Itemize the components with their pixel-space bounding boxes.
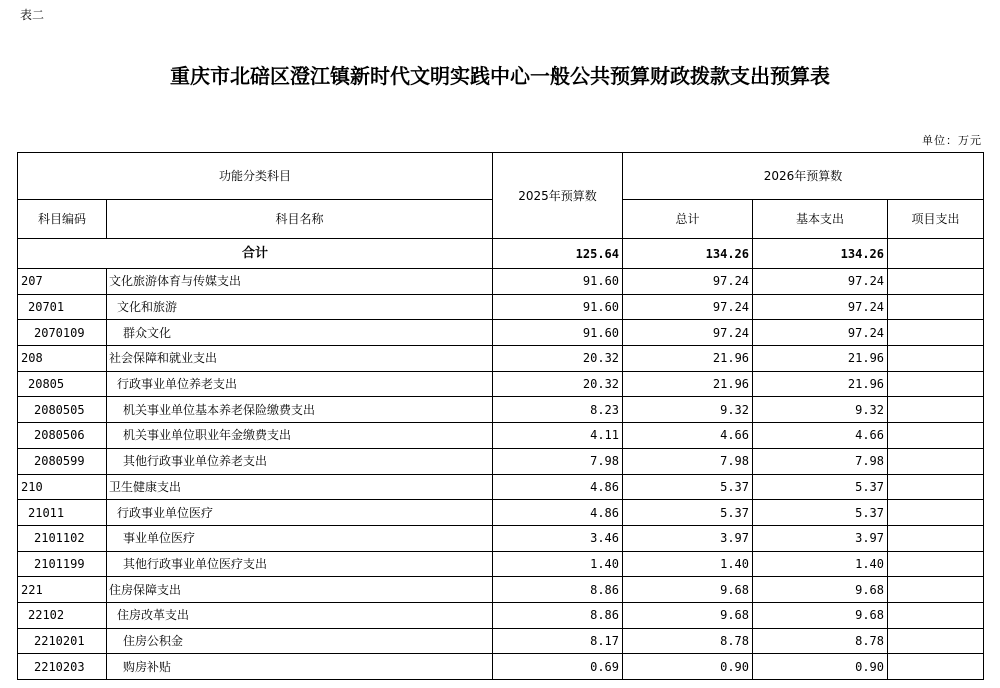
table-row bbox=[18, 628, 984, 654]
budget-2026-total-value: 21.96 bbox=[623, 371, 753, 397]
budget-2025-value: 91.60 bbox=[493, 269, 623, 295]
subject-name: 行政事业单位养老支出 bbox=[107, 371, 493, 397]
table-row bbox=[18, 269, 984, 295]
budget-2025-value: 4.86 bbox=[493, 500, 623, 526]
budget-2026-project-value bbox=[888, 654, 984, 680]
subject-name: 其他行政事业单位医疗支出 bbox=[107, 551, 493, 577]
table-row bbox=[18, 577, 984, 603]
subject-name: 其他行政事业单位养老支出 bbox=[107, 448, 493, 474]
total-label: 合计 bbox=[18, 239, 493, 269]
total-row bbox=[18, 239, 984, 269]
table-row bbox=[18, 294, 984, 320]
subject-code: 22102 bbox=[18, 602, 107, 628]
table-row bbox=[18, 371, 984, 397]
budget-2026-basic-value: 97.24 bbox=[753, 269, 888, 295]
budget-2026-total-value: 3.97 bbox=[623, 525, 753, 551]
subject-name: 事业单位医疗 bbox=[107, 525, 493, 551]
budget-2026-basic-value: 97.24 bbox=[753, 320, 888, 346]
budget-2026-total-value: 8.78 bbox=[623, 628, 753, 654]
budget-2025-value: 4.86 bbox=[493, 474, 623, 500]
table-row bbox=[18, 500, 984, 526]
budget-2026-basic-value: 5.37 bbox=[753, 474, 888, 500]
budget-2025-value: 20.32 bbox=[493, 346, 623, 372]
subject-code: 2101102 bbox=[18, 525, 107, 551]
subject-code: 21011 bbox=[18, 500, 107, 526]
budget-2025-value: 8.86 bbox=[493, 577, 623, 603]
subject-code: 207 bbox=[18, 269, 107, 295]
budget-2025-value: 20.32 bbox=[493, 371, 623, 397]
budget-2026-project-value bbox=[888, 525, 984, 551]
budget-2026-total-value: 1.40 bbox=[623, 551, 753, 577]
page-title: 重庆市北碚区澄江镇新时代文明实践中心一般公共预算财政拨款支出预算表 bbox=[170, 64, 830, 88]
table-row bbox=[18, 448, 984, 474]
total-2026-total: 134.26 bbox=[623, 239, 753, 269]
budget-2026-total-value: 9.32 bbox=[623, 397, 753, 423]
subject-name: 卫生健康支出 bbox=[107, 474, 493, 500]
budget-2026-basic-value: 8.78 bbox=[753, 628, 888, 654]
table-row bbox=[18, 423, 984, 449]
subject-code: 2210203 bbox=[18, 654, 107, 680]
budget-2026-project-value bbox=[888, 294, 984, 320]
subject-name: 机关事业单位职业年金缴费支出 bbox=[107, 423, 493, 449]
budget-2026-basic-value: 7.98 bbox=[753, 448, 888, 474]
budget-2025-value: 7.98 bbox=[493, 448, 623, 474]
subject-name: 文化和旅游 bbox=[107, 294, 493, 320]
total-2026-basic: 134.26 bbox=[753, 239, 888, 269]
budget-2026-project-value bbox=[888, 346, 984, 372]
budget-2025-value: 1.40 bbox=[493, 551, 623, 577]
subject-name: 机关事业单位基本养老保险缴费支出 bbox=[107, 397, 493, 423]
budget-2026-project-value bbox=[888, 448, 984, 474]
budget-2025-value: 91.60 bbox=[493, 294, 623, 320]
budget-2026-project-value bbox=[888, 371, 984, 397]
subject-name: 住房保障支出 bbox=[107, 577, 493, 603]
budget-2026-project-value bbox=[888, 500, 984, 526]
table-body bbox=[18, 239, 984, 680]
subject-code: 20701 bbox=[18, 294, 107, 320]
budget-2026-total-value: 21.96 bbox=[623, 346, 753, 372]
table-row bbox=[18, 320, 984, 346]
budget-2025-value: 8.86 bbox=[493, 602, 623, 628]
header-code: 科目编码 bbox=[18, 200, 107, 239]
table-row bbox=[18, 525, 984, 551]
header-name: 科目名称 bbox=[107, 200, 493, 239]
budget-2026-project-value bbox=[888, 577, 984, 603]
budget-2026-project-value bbox=[888, 551, 984, 577]
table-row bbox=[18, 602, 984, 628]
budget-2026-total-value: 97.24 bbox=[623, 269, 753, 295]
budget-2026-project-value bbox=[888, 269, 984, 295]
budget-2025-value: 91.60 bbox=[493, 320, 623, 346]
header-project: 项目支出 bbox=[888, 200, 984, 239]
budget-2025-value: 0.69 bbox=[493, 654, 623, 680]
subject-name: 购房补贴 bbox=[107, 654, 493, 680]
subject-code: 221 bbox=[18, 577, 107, 603]
table-row bbox=[18, 397, 984, 423]
budget-2026-total-value: 97.24 bbox=[623, 320, 753, 346]
budget-2026-basic-value: 4.66 bbox=[753, 423, 888, 449]
budget-2026-basic-value: 21.96 bbox=[753, 346, 888, 372]
subject-code: 2080505 bbox=[18, 397, 107, 423]
budget-2025-value: 4.11 bbox=[493, 423, 623, 449]
budget-2026-total-value: 5.37 bbox=[623, 500, 753, 526]
budget-2026-basic-value: 5.37 bbox=[753, 500, 888, 526]
budget-2026-total-value: 7.98 bbox=[623, 448, 753, 474]
budget-2025-value: 8.23 bbox=[493, 397, 623, 423]
budget-2026-total-value: 9.68 bbox=[623, 602, 753, 628]
subject-code: 2080506 bbox=[18, 423, 107, 449]
subject-name: 住房公积金 bbox=[107, 628, 493, 654]
budget-2026-basic-value: 0.90 bbox=[753, 654, 888, 680]
budget-2026-basic-value: 1.40 bbox=[753, 551, 888, 577]
header-budget-2026: 2026年预算数 bbox=[623, 153, 984, 200]
budget-2026-total-value: 97.24 bbox=[623, 294, 753, 320]
header-budget-2025: 2025年预算数 bbox=[493, 153, 623, 239]
budget-2026-basic-value: 9.68 bbox=[753, 577, 888, 603]
budget-2026-project-value bbox=[888, 423, 984, 449]
budget-2026-basic-value: 97.24 bbox=[753, 294, 888, 320]
budget-2026-basic-value: 21.96 bbox=[753, 371, 888, 397]
budget-2026-project-value bbox=[888, 628, 984, 654]
subject-code: 20805 bbox=[18, 371, 107, 397]
header-category: 功能分类科目 bbox=[18, 153, 493, 200]
subject-name: 社会保障和就业支出 bbox=[107, 346, 493, 372]
subject-name: 行政事业单位医疗 bbox=[107, 500, 493, 526]
budget-2026-project-value bbox=[888, 397, 984, 423]
table-row bbox=[18, 654, 984, 680]
budget-2026-basic-value: 9.32 bbox=[753, 397, 888, 423]
table-row bbox=[18, 346, 984, 372]
budget-2026-total-value: 0.90 bbox=[623, 654, 753, 680]
budget-2026-total-value: 5.37 bbox=[623, 474, 753, 500]
document-label: 表二 bbox=[20, 8, 45, 22]
subject-code: 2070109 bbox=[18, 320, 107, 346]
total-2026-project bbox=[888, 239, 984, 269]
budget-2026-project-value bbox=[888, 474, 984, 500]
budget-2026-total-value: 9.68 bbox=[623, 577, 753, 603]
budget-2025-value: 3.46 bbox=[493, 525, 623, 551]
budget-2026-total-value: 4.66 bbox=[623, 423, 753, 449]
budget-2026-basic-value: 9.68 bbox=[753, 602, 888, 628]
total-2025: 125.64 bbox=[493, 239, 623, 269]
budget-2025-value: 8.17 bbox=[493, 628, 623, 654]
subject-name: 住房改革支出 bbox=[107, 602, 493, 628]
budget-table bbox=[17, 152, 984, 680]
subject-code: 2080599 bbox=[18, 448, 107, 474]
table-row bbox=[18, 474, 984, 500]
header-total: 总计 bbox=[623, 200, 753, 239]
budget-2026-basic-value: 3.97 bbox=[753, 525, 888, 551]
subject-code: 210 bbox=[18, 474, 107, 500]
subject-code: 2210201 bbox=[18, 628, 107, 654]
budget-2026-project-value bbox=[888, 320, 984, 346]
budget-2026-project-value bbox=[888, 602, 984, 628]
unit-label: 单位：万元 bbox=[922, 134, 982, 147]
header-basic: 基本支出 bbox=[753, 200, 888, 239]
subject-code: 2101199 bbox=[18, 551, 107, 577]
table-row bbox=[18, 551, 984, 577]
subject-name: 文化旅游体育与传媒支出 bbox=[107, 269, 493, 295]
subject-code: 208 bbox=[18, 346, 107, 372]
header-row-1 bbox=[18, 153, 984, 200]
subject-name: 群众文化 bbox=[107, 320, 493, 346]
